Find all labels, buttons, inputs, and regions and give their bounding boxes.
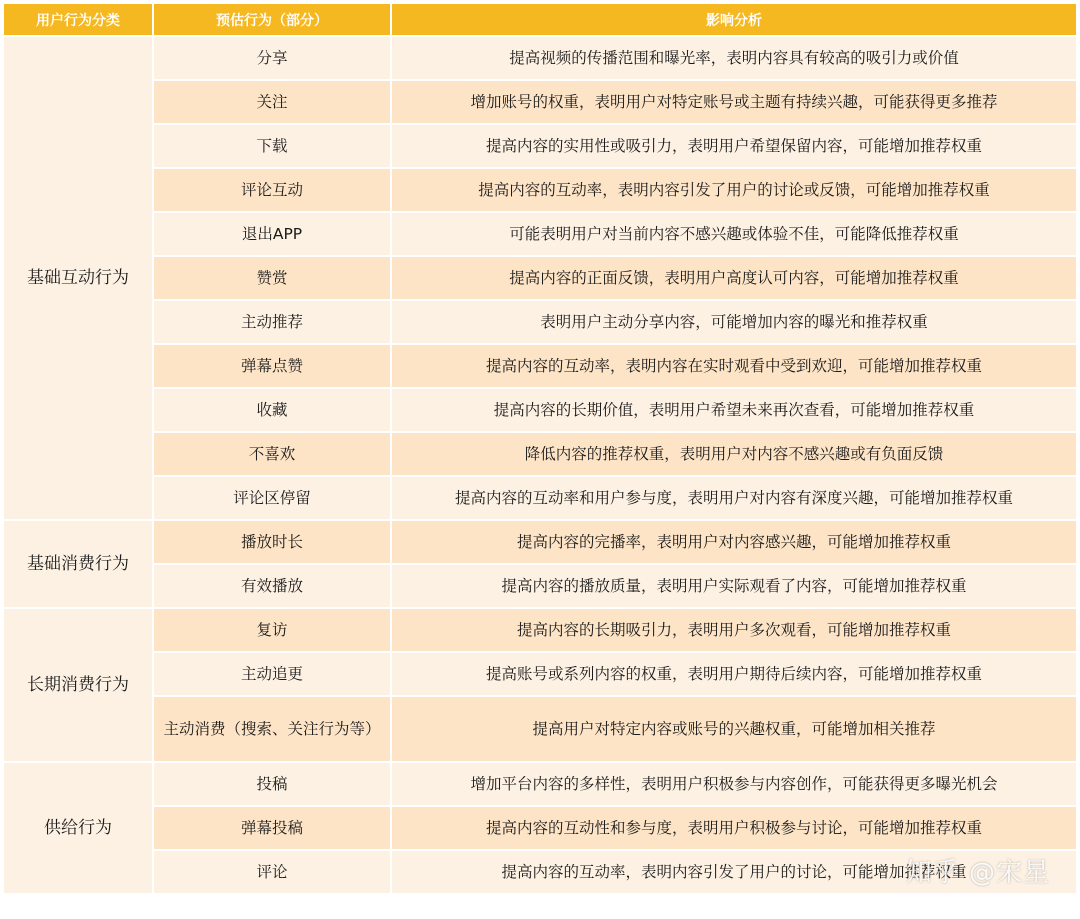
impact-cell: 提高内容的实用性或吸引力，表明用户希望保留内容，可能增加推荐权重 [392, 125, 1076, 167]
impact-cell: 降低内容的推荐权重，表明用户对内容不感兴趣或有负面反馈 [392, 433, 1076, 475]
impact-cell: 增加账号的权重，表明用户对特定账号或主题有持续兴趣，可能获得更多推荐 [392, 81, 1076, 123]
behavior-cell: 复访 [154, 609, 390, 651]
table-row [4, 81, 1076, 123]
table-row [4, 763, 1076, 805]
behavior-cell: 不喜欢 [154, 433, 390, 475]
impact-cell: 提高内容的完播率，表明用户对内容感兴趣，可能增加推荐权重 [392, 521, 1076, 563]
impact-cell: 提高用户对特定内容或账号的兴趣权重，可能增加相关推荐 [392, 697, 1076, 761]
behavior-cell: 播放时长 [154, 521, 390, 563]
impact-cell: 增加平台内容的多样性，表明用户积极参与内容创作，可能获得更多曝光机会 [392, 763, 1076, 805]
impact-cell: 提高内容的互动率，表明内容在实时观看中受到欢迎，可能增加推荐权重 [392, 345, 1076, 387]
table-row [4, 807, 1076, 849]
impact-cell: 提高账号或系列内容的权重，表明用户期待后续内容，可能增加推荐权重 [392, 653, 1076, 695]
table-row [4, 433, 1076, 475]
behavior-cell: 退出APP [154, 213, 390, 255]
category-cell: 基础互动行为 [4, 37, 152, 519]
behavior-cell: 收藏 [154, 389, 390, 431]
impact-cell: 表明用户主动分享内容，可能增加内容的曝光和推荐权重 [392, 301, 1076, 343]
category-cell: 长期消费行为 [4, 609, 152, 761]
table-row [4, 653, 1076, 695]
behavior-cell: 有效播放 [154, 565, 390, 607]
behavior-cell: 评论互动 [154, 169, 390, 211]
header-behavior: 预估行为（部分） [154, 4, 390, 35]
table-row [4, 697, 1076, 761]
table-body [4, 37, 1076, 893]
table-row [4, 169, 1076, 211]
behavior-cell: 下载 [154, 125, 390, 167]
impact-cell: 提高内容的正面反馈，表明用户高度认可内容，可能增加推荐权重 [392, 257, 1076, 299]
impact-cell: 提高内容的互动率和用户参与度，表明用户对内容有深度兴趣，可能增加推荐权重 [392, 477, 1076, 519]
impact-cell: 提高内容的互动率，表明内容引发了用户的讨论或反馈，可能增加推荐权重 [392, 169, 1076, 211]
behavior-cell: 主动追更 [154, 653, 390, 695]
category-cell: 供给行为 [4, 763, 152, 893]
table-row [4, 345, 1076, 387]
header-category: 用户行为分类 [4, 4, 152, 35]
behavior-cell: 弹幕点赞 [154, 345, 390, 387]
table-row [4, 125, 1076, 167]
table-row [4, 213, 1076, 255]
behavior-impact-table [2, 2, 1078, 895]
impact-cell: 提高视频的传播范围和曝光率，表明内容具有较高的吸引力或价值 [392, 37, 1076, 79]
table-row [4, 609, 1076, 651]
behavior-cell: 投稿 [154, 763, 390, 805]
behavior-cell: 评论 [154, 851, 390, 893]
table-header-row [4, 4, 1076, 35]
behavior-cell: 分享 [154, 37, 390, 79]
table-row [4, 389, 1076, 431]
impact-cell: 提高内容的长期价值，表明用户希望未来再次查看，可能增加推荐权重 [392, 389, 1076, 431]
watermark: 知乎 @宋星 [905, 858, 1050, 888]
behavior-cell: 主动推荐 [154, 301, 390, 343]
behavior-cell: 赞赏 [154, 257, 390, 299]
behavior-cell: 主动消费（搜索、关注行为等） [154, 697, 390, 761]
table-row [4, 257, 1076, 299]
table-row [4, 565, 1076, 607]
table-row [4, 301, 1076, 343]
impact-cell: 可能表明用户对当前内容不感兴趣或体验不佳，可能降低推荐权重 [392, 213, 1076, 255]
behavior-cell: 弹幕投稿 [154, 807, 390, 849]
table-row [4, 37, 1076, 79]
behavior-cell: 评论区停留 [154, 477, 390, 519]
impact-cell: 提高内容的互动性和参与度，表明用户积极参与讨论，可能增加推荐权重 [392, 807, 1076, 849]
impact-cell: 提高内容的互动率，表明内容引发了用户的讨论，可能增加推荐权重 [392, 851, 1076, 893]
impact-cell: 提高内容的长期吸引力，表明用户多次观看，可能增加推荐权重 [392, 609, 1076, 651]
table-row [4, 521, 1076, 563]
category-cell: 基础消费行为 [4, 521, 152, 607]
table-row [4, 477, 1076, 519]
header-impact: 影响分析 [392, 4, 1076, 35]
impact-cell: 提高内容的播放质量，表明用户实际观看了内容，可能增加推荐权重 [392, 565, 1076, 607]
behavior-cell: 关注 [154, 81, 390, 123]
